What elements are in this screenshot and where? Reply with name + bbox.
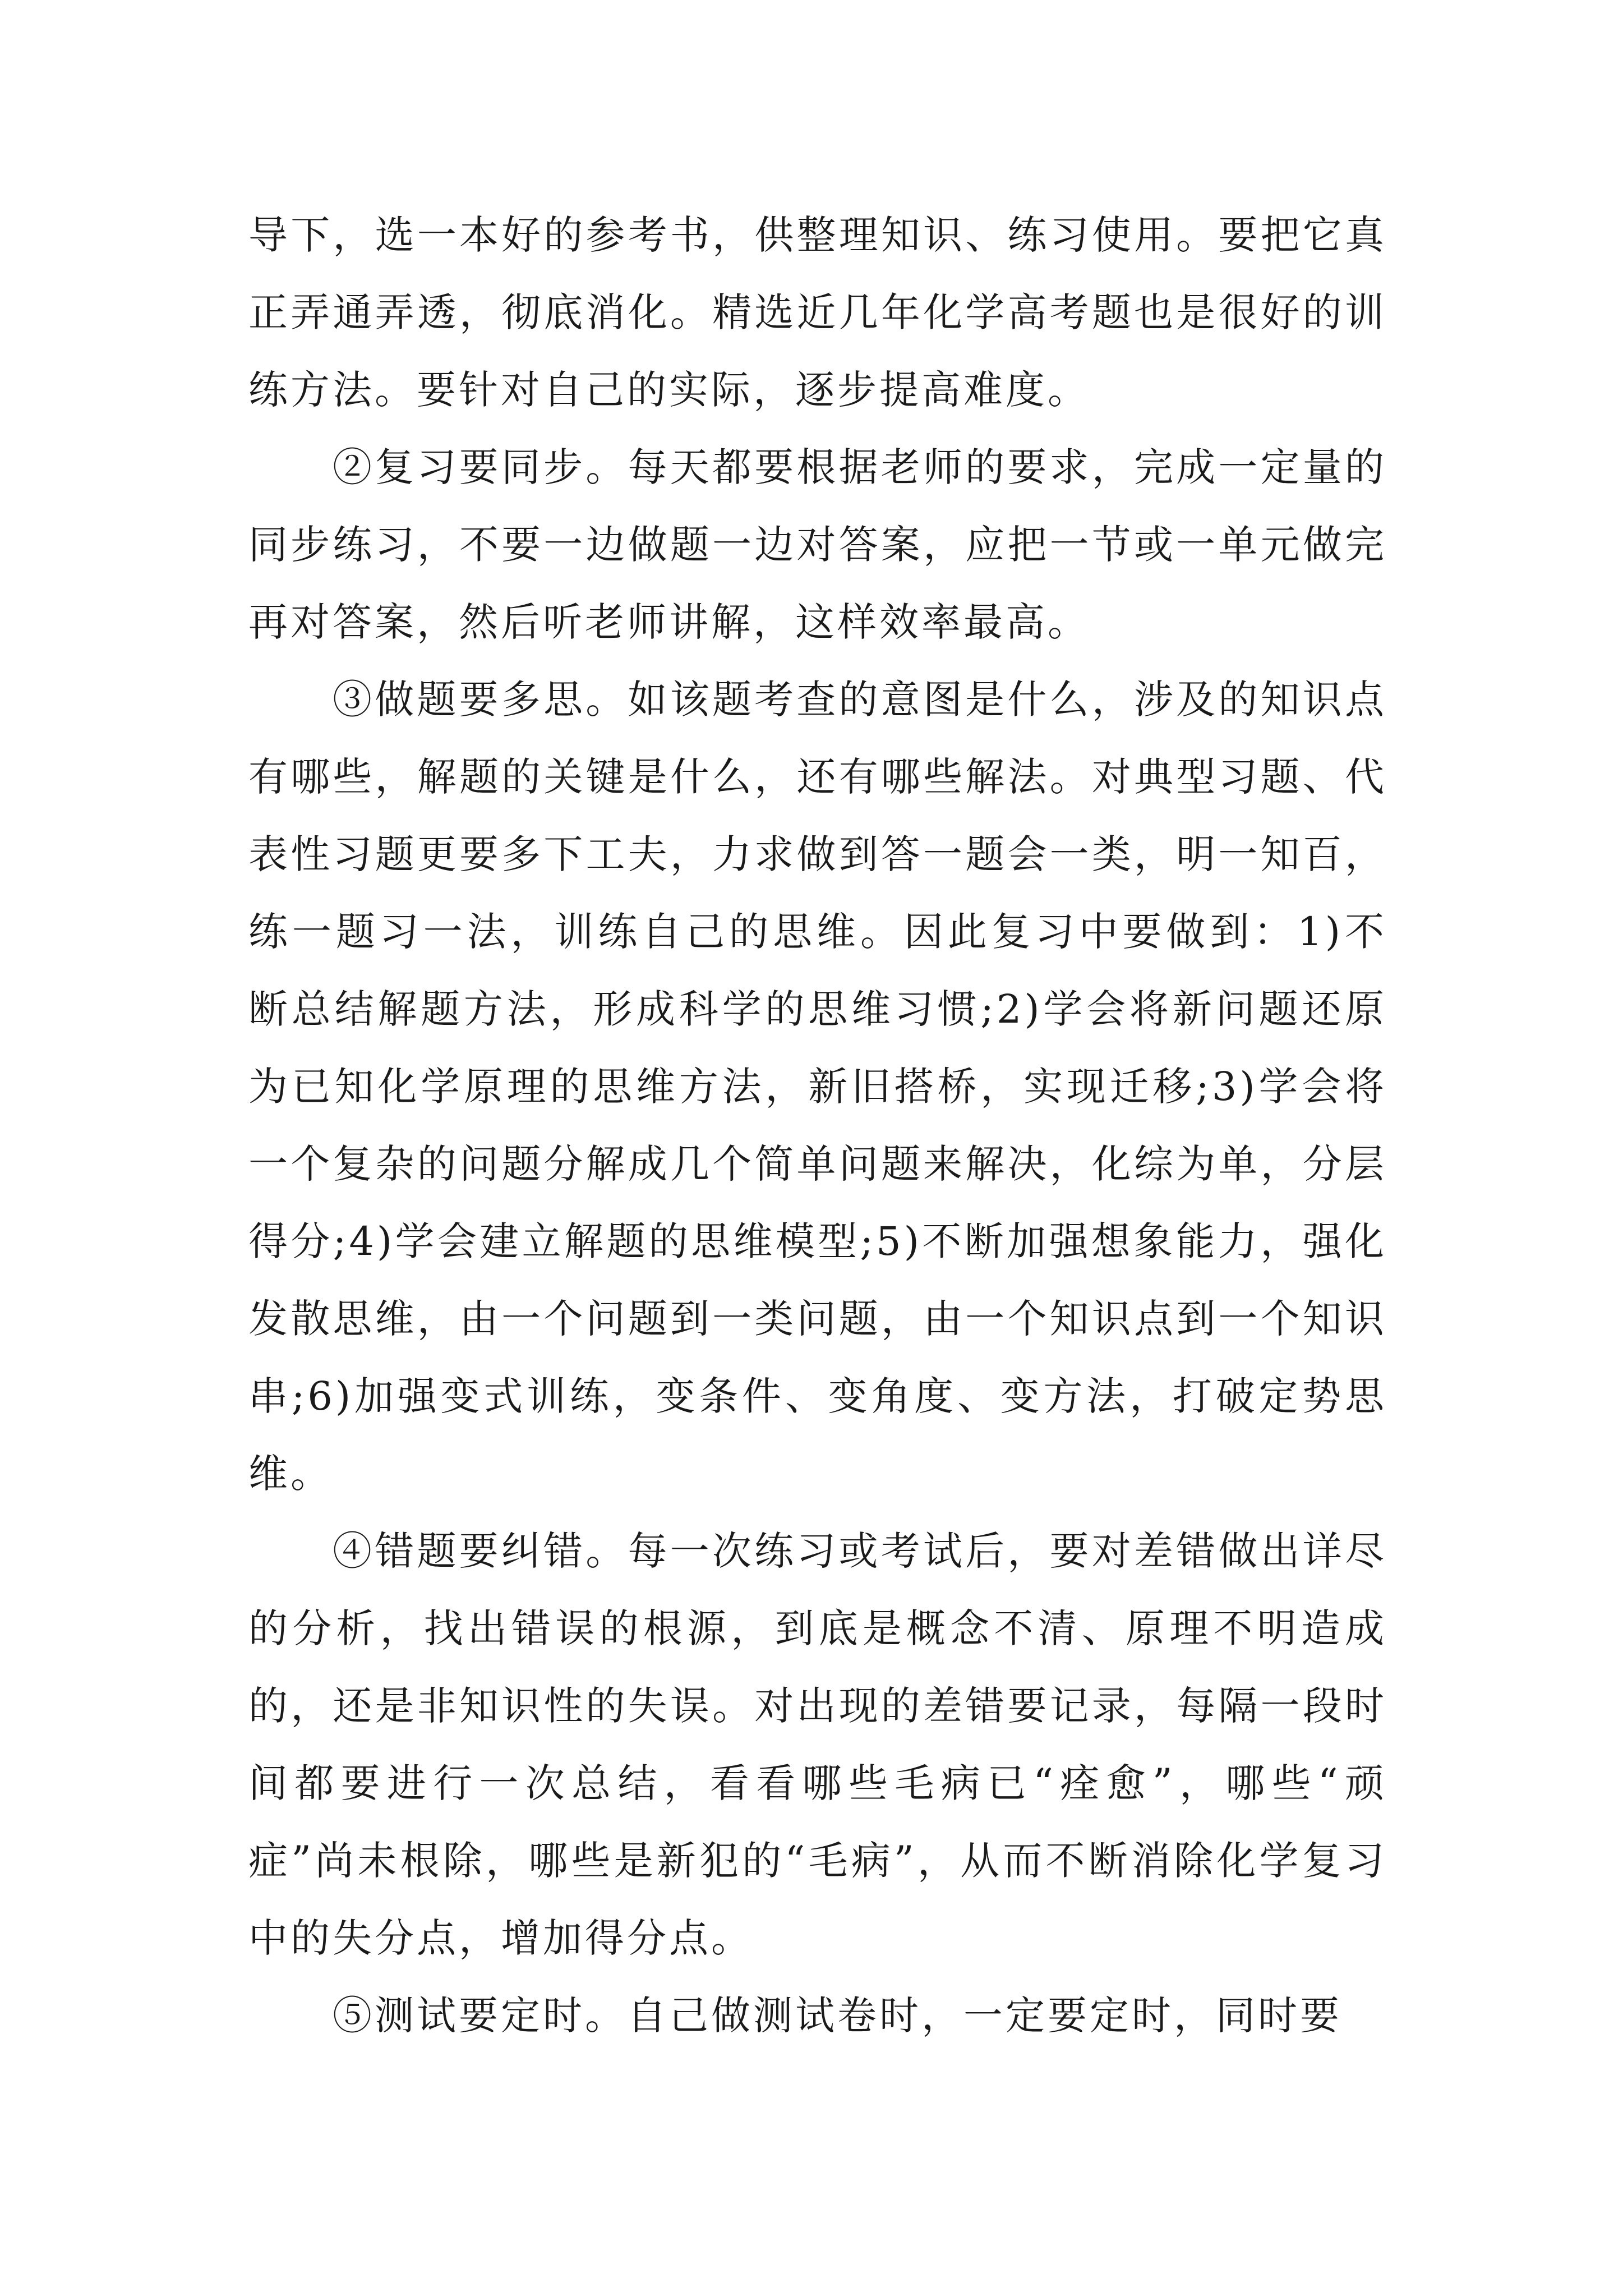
paragraph-timed-tests: ⑤测试要定时。自己做测试卷时，一定要定时，同时要 (333, 1993, 1342, 2039)
paragraph-continuation: 导下，选一本好的参考书，供整理知识、练习使用。要把它真正弄通弄透，彻底消化。精选近几年化学高考题也是很好的训练方法。要针对自己的实际，逐步提高难度。 (248, 212, 1387, 413)
paragraph-think-more: ③做题要多思。如该题考查的意图是什么，涉及的知识点有哪些，解题的关键是什么，还有哪些解法。对典型习题、代表性习题更要多下工夫，力求做到答一题会一类，明一知百，练一题习一法，训练自己的思维。因此复习中要做到：1)不断总结解题方法，形成科学的思维习惯;2)学会将新问题还原为已知化学原理的思维方法，新旧搭桥，实现迁移;3)学会将一个复杂的问题分解成几个简单问题来解决，化综为单，分层得分;4)学会建立解题的思维模型;5)不断加强想象能力，强化发散思维，由一个问题到一类问题，由一个知识点到一个知识串;6)加强变式训练，变条件、变角度、变方法，打破定势思维。 (248, 677, 1387, 1497)
body-text (248, 196, 1387, 2054)
paragraph-correct-errors: ④错题要纠错。每一次练习或考试后，要对差错做出详尽的分析，找出错误的根源，到底是概念不清、原理不明造成的，还是非知识性的失误。对出现的差错要记录，每隔一段时间都要进行一次总结，看看哪些毛病已“痊愈”，哪些“顽症”尚未根除，哪些是新犯的“毛病”，从而不断消除化学复习中的失分点，增加得分点。 (248, 1528, 1387, 1961)
paragraph-review-sync: ②复习要同步。每天都要根据老师的要求，完成一定量的同步练习，不要一边做题一边对答案，应把一节或一单元做完再对答案，然后听老师讲解，这样效率最高。 (248, 444, 1387, 645)
